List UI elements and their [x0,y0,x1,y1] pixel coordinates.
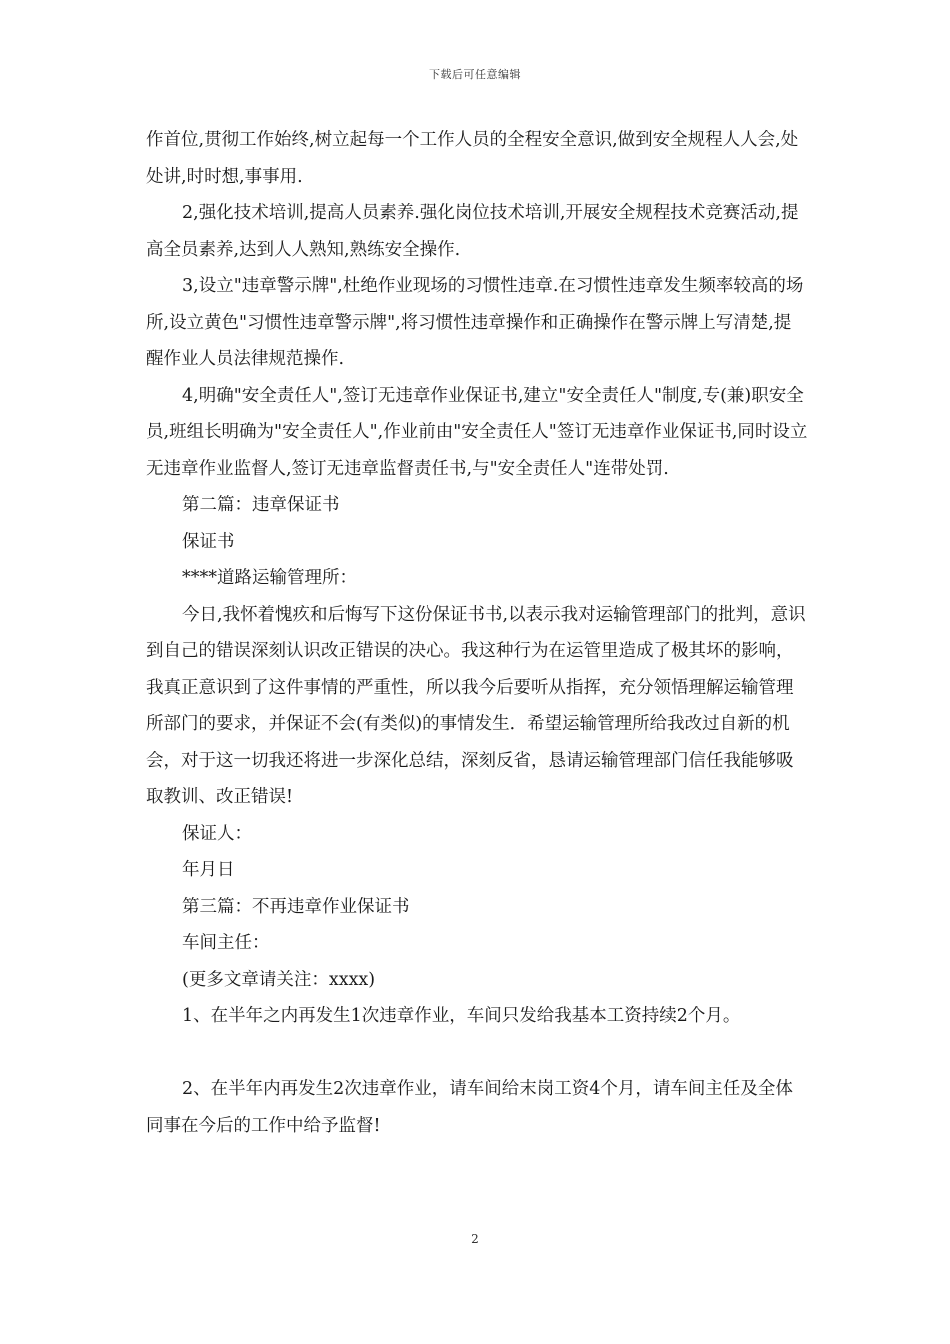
section-heading-2: 第二篇：违章保证书 [182,495,340,515]
letter-title: 保证书 [182,531,235,552]
date-label: 年月日 [182,860,235,880]
paragraph-item-4: 4,明确"安全责任人",签订无违章作业保证书,建立"安全责任人"制度,专(兼)职安全员,班组长明确为"安全责任人",作业前由"安全责任人"签订无违章作业保证书,同时设立无违章作业监督人,签订无违章监督责任书,与"安全责任人"连带处罚. [146,385,808,479]
letter-recipient: ****道路运输管理所： [182,568,357,588]
paragraph-item-2: 2,强化技术培训,提高人员素养.强化岗位技术培训,开展安全规程技术竞赛活动,提高全员素养,达到人人熟知,熟练安全操作. [146,203,799,260]
section-heading-3: 第三篇：不再违章作业保证书 [182,896,410,917]
document-body [146,122,808,1144]
page-header: 下载后可任意编辑 [429,68,521,81]
page-number: 2 [471,1232,479,1246]
pledge-item-1: 1、在半年之内再发生1次违章作业，车间只发给我基本工资持续2个月。 [182,1006,741,1026]
signer-label: 保证人： [182,823,252,844]
addressee-label: 车间主任： [182,933,270,953]
paragraph-item-3: 3,设立"违章警示牌",杜绝作业现场的习惯性违章.在习惯性违章发生频率较高的场所,设立黄色"习惯性违章警示牌",将习惯性违章操作和正确操作在警示牌上写清楚,提醒作业人员法律规范操作. [146,276,804,369]
follow-note: (更多文章请关注：xxxx) [182,969,376,990]
paragraph-continuation: 作首位,贯彻工作始终,树立起每一个工作人员的全程安全意识,做到安全规程人人会,处处讲,时时想,事事用. [146,130,799,187]
letter-body: 今日,我怀着愧疚和后悔写下这份保证书书,以表示我对运输管理部门的批判，意识到自己的错误深刻认识改正错误的决心。我这种行为在运管里造成了极其坏的影响，我真正意识到了这件事情的严重性，所以我今后要听从指挥，充分领悟理解运输管理所部门的要求，并保证不会(有类似)的事情发生．希望运输管理所给我改过自新的机会，对于这一切我还将进一步深化总结，深刻反省，恳请运输管理部门信任我能够吸取教训、改正错误! [146,604,806,807]
pledge-item-2: 2、在半年内再发生2次违章作业，请车间给末岗工资4个月，请车间主任及全体同事在今后的工作中给予监督! [146,1079,793,1136]
